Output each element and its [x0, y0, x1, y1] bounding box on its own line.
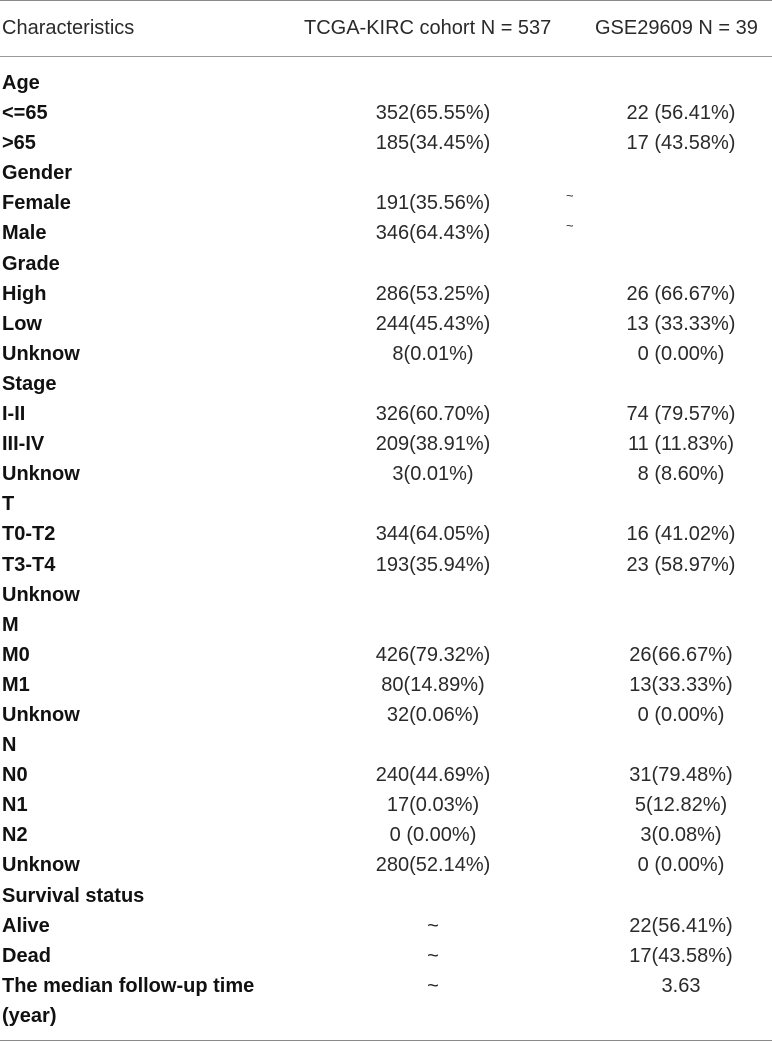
- gse-value: 26 (66.67%): [626, 282, 736, 305]
- tcga-value: 0 (0.00%): [389, 824, 477, 847]
- table-row: [0, 791, 772, 821]
- header-tcga-cohort: TCGA-KIRC cohort N = 537: [304, 17, 552, 39]
- row-label: High: [2, 282, 47, 305]
- table-row: [0, 460, 772, 490]
- row-label: Male: [2, 222, 47, 245]
- table-row: [0, 701, 772, 731]
- tcga-value: 191(35.56%): [375, 192, 491, 215]
- table-row: [0, 671, 772, 701]
- table-row: [0, 882, 772, 912]
- row-label: Low: [2, 312, 42, 335]
- row-label: Grade: [2, 252, 60, 275]
- table-row: [0, 851, 772, 881]
- gse-value: 26(66.67%): [629, 643, 733, 666]
- tcga-value: 80(14.89%): [381, 673, 485, 696]
- table-row: [0, 430, 772, 460]
- tcga-value: 240(44.69%): [375, 764, 491, 787]
- table-row: [0, 942, 772, 972]
- tcga-value: 286(53.25%): [375, 282, 491, 305]
- tcga-value: 352(65.55%): [375, 102, 491, 125]
- tcga-value: 17(0.03%): [386, 794, 480, 817]
- row-label: M0: [2, 643, 30, 666]
- tcga-value: 8(0.01%): [392, 342, 474, 365]
- gse-value: 13(33.33%): [629, 673, 733, 696]
- gse-value: 5(12.82%): [634, 794, 728, 817]
- header-characteristics: Characteristics: [2, 17, 135, 39]
- table-row: [0, 641, 772, 671]
- table-row: [0, 219, 772, 249]
- gse-value: 3.63: [661, 974, 701, 997]
- tcga-value: ~: [427, 944, 439, 967]
- tcga-value: 185(34.45%): [375, 132, 491, 155]
- gse-value: 3(0.08%): [640, 824, 722, 847]
- table-header-rule: [0, 56, 772, 57]
- table-row: [0, 250, 772, 280]
- table-row: [0, 821, 772, 851]
- row-label: I-II: [2, 403, 26, 426]
- table-row: [0, 370, 772, 400]
- table-header: [0, 0, 772, 56]
- gse-value: ~: [566, 218, 574, 234]
- table-row: [0, 69, 772, 99]
- row-label: III-IV: [2, 433, 45, 456]
- row-label-continued: (year): [2, 1004, 57, 1027]
- table-row: [0, 761, 772, 791]
- header-gse-cohort: GSE29609 N = 39: [595, 17, 758, 39]
- row-label: Gender: [2, 162, 73, 185]
- tcga-value: 3(0.01%): [392, 463, 474, 486]
- table-row: [0, 490, 772, 520]
- table-row: [0, 129, 772, 159]
- tcga-value: 209(38.91%): [375, 433, 491, 456]
- tcga-value: 326(60.70%): [375, 403, 491, 426]
- table-row: [0, 99, 772, 129]
- row-label: M: [2, 613, 19, 636]
- table-row: [0, 581, 772, 611]
- row-label: Unknow: [2, 463, 80, 486]
- row-label: N2: [2, 824, 28, 847]
- row-label: T: [2, 493, 15, 516]
- row-label: Unknow: [2, 703, 80, 726]
- gse-value: 16 (41.02%): [626, 523, 736, 546]
- row-label: Unknow: [2, 854, 80, 877]
- row-label: N: [2, 734, 17, 757]
- tcga-value: ~: [427, 914, 439, 937]
- row-label: Dead: [2, 944, 51, 967]
- table-row-follow-up: [0, 972, 772, 1034]
- gse-value: 8 (8.60%): [637, 463, 725, 486]
- gse-value: 0 (0.00%): [637, 854, 725, 877]
- row-label: M1: [2, 673, 30, 696]
- table-row: [0, 189, 772, 219]
- table-row: [0, 912, 772, 942]
- table-row: [0, 520, 772, 550]
- tcga-value: 280(52.14%): [375, 854, 491, 877]
- gse-value: 17(43.58%): [629, 944, 733, 967]
- table-row: [0, 400, 772, 430]
- table-row: [0, 310, 772, 340]
- table-row: [0, 280, 772, 310]
- gse-value: 23 (58.97%): [626, 553, 736, 576]
- table-row: [0, 340, 772, 370]
- tcga-value: 426(79.32%): [375, 643, 491, 666]
- row-label: Alive: [2, 914, 50, 937]
- tcga-value: 344(64.05%): [375, 523, 491, 546]
- gse-value: ~: [566, 188, 574, 204]
- tcga-value: 346(64.43%): [375, 222, 491, 245]
- row-label: Female: [2, 192, 71, 215]
- table-row: [0, 159, 772, 189]
- tcga-value: 244(45.43%): [375, 312, 491, 335]
- row-label: The median follow-up time: [2, 974, 255, 997]
- row-label: Unknow: [2, 583, 80, 606]
- tcga-value: ~: [427, 974, 439, 997]
- gse-value: 0 (0.00%): [637, 703, 725, 726]
- gse-value: 0 (0.00%): [637, 342, 725, 365]
- table-row: [0, 551, 772, 581]
- row-label: Unknow: [2, 342, 80, 365]
- gse-value: 13 (33.33%): [626, 312, 736, 335]
- row-label: N1: [2, 794, 28, 817]
- gse-value: 22 (56.41%): [626, 102, 736, 125]
- gse-value: 22(56.41%): [629, 914, 733, 937]
- table-bottom-rule: [0, 1040, 772, 1041]
- table-row: [0, 611, 772, 641]
- table-row: [0, 731, 772, 761]
- tcga-value: 193(35.94%): [375, 553, 491, 576]
- row-label: >65: [2, 132, 36, 155]
- row-label: Stage: [2, 372, 57, 395]
- tcga-value: 32(0.06%): [386, 703, 480, 726]
- row-label: <=65: [2, 102, 48, 125]
- gse-value: 11 (11.83%): [628, 433, 734, 456]
- gse-value: 74 (79.57%): [626, 403, 736, 426]
- gse-value: 17 (43.58%): [626, 132, 736, 155]
- row-label: Age: [2, 72, 40, 94]
- row-label: T3-T4: [2, 553, 56, 576]
- gse-value: 31(79.48%): [629, 764, 733, 787]
- row-label: N0: [2, 764, 28, 787]
- row-label: Survival status: [2, 884, 145, 907]
- table-body: [0, 69, 772, 1034]
- row-label: T0-T2: [2, 523, 56, 546]
